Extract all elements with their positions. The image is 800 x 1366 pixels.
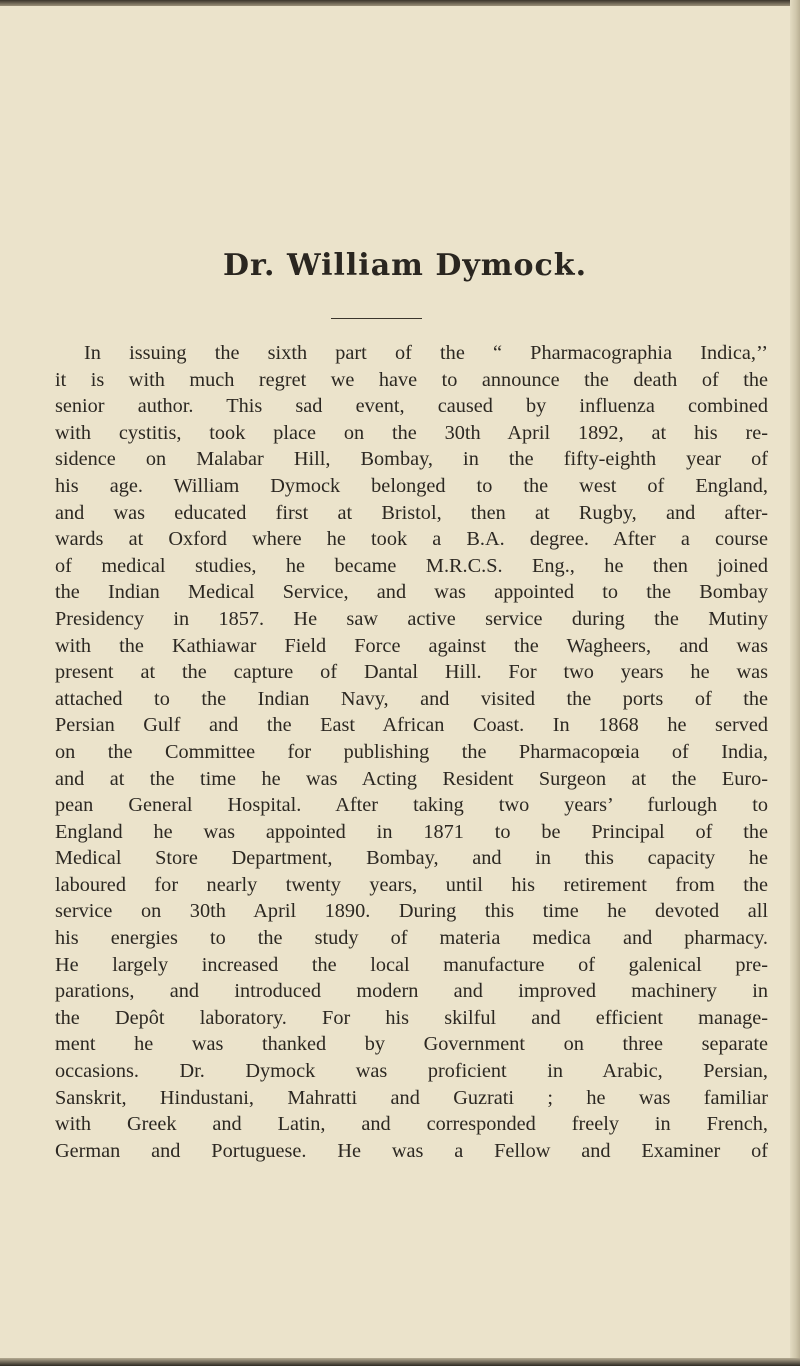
text-line: his energies to the study of materia medica and pharmacy. [55,927,768,950]
text-line: present at the capture of Dantal Hill. For two years he was [55,661,768,684]
text-line: sidence on Malabar Hill, Bombay, in the fifty-eighth year of [55,448,768,471]
obituary-paragraph [55,340,768,1164]
text-line: his age. William Dymock belonged to the west of England, [55,474,768,497]
text-line: Medical Store Department, Bombay, and in this capacity he [55,847,768,870]
text-line: England he was appointed in 1871 to be Principal of the [55,820,768,843]
text-line: on the Committee for publishing the Pharmacopœia of India, [55,740,768,763]
text-line: the Depôt laboratory. For his skilful and efficient manage- [55,1006,768,1029]
text-line: and at the time he was Acting Resident Surgeon at the Euro- [55,767,768,790]
text-line: In issuing the sixth part of the “ Pharmacographia Indica,’’ [84,342,768,364]
text-line: ment he was thanked by Government on three separate [55,1033,768,1056]
text-line: it is with much regret we have to announce the death of the [55,368,768,391]
text-line: pean General Hospital. After taking two years’ furlough to [55,794,768,817]
text-line: senior author. This sad event, caused by influenza combined [55,395,768,418]
text-line: service on 30th April 1890. During this time he devoted all [55,900,768,923]
text-line: Presidency in 1857. He saw active service during the Mutiny [55,607,768,630]
text-line: wards at Oxford where he took a B.A. degree. After a course [55,528,768,551]
page-heading: Dr. William Dymock. [222,248,588,283]
text-line: the Indian Medical Service, and was appointed to the Bombay [55,581,768,604]
text-line: with the Kathiawar Field Force against the Wagheers, and was [55,634,768,657]
text-line: laboured for nearly twenty years, until his retirement from the [55,873,768,896]
text-line: He largely increased the local manufacture of galenical pre- [55,953,768,976]
page-top-edge [0,0,800,6]
text-line: with cystitis, took place on the 30th April 1892, at his re- [55,421,768,444]
text-line: with Greek and Latin, and corresponded freely in French, [55,1113,768,1136]
text-line: of medical studies, he became M.R.C.S. Eng., he then joined [55,554,768,577]
text-line: German and Portuguese. He was a Fellow and Examiner of [55,1139,768,1162]
text-line: Persian Gulf and the East African Coast. In 1868 he served [55,714,768,737]
text-line: attached to the Indian Navy, and visited the ports of the [55,687,768,710]
text-line: occasions. Dr. Dymock was proficient in Arabic, Persian, [55,1060,768,1083]
page-bottom-edge [0,1358,800,1366]
text-line: and was educated first at Bristol, then at Rugby, and after- [55,501,768,524]
text-line: parations, and introduced modern and improved machinery in [55,980,768,1003]
page-right-edge [790,0,800,1366]
text-line: Sanskrit, Hindustani, Mahratti and Guzrati ; he was familiar [55,1086,768,1109]
heading-rule [331,318,422,319]
